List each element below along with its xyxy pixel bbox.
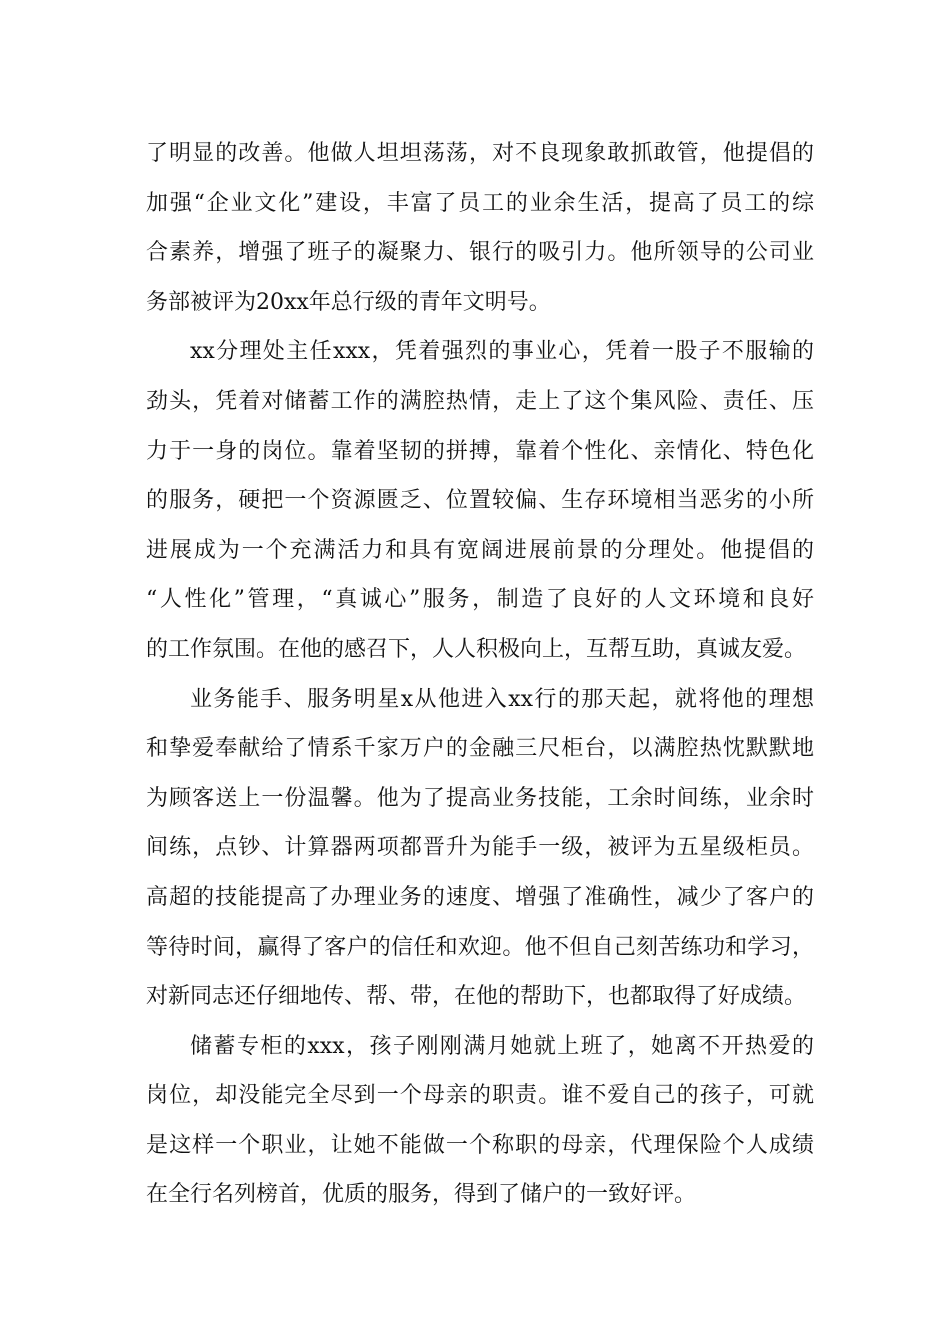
text-line: 是这样一个职业，让她不能做一个称职的母亲，代理保险个人成绩 [146,1132,814,1158]
text-line: 务部被评为20xx年总行级的青年文明号。 [146,289,551,315]
paragraph-1 [146,129,814,327]
document-body [146,129,814,1220]
paragraph-3 [146,675,814,1022]
text-line: 了明显的改善。他做人坦坦荡荡，对不良现象敢抓敢管，他提倡的 [146,141,814,166]
text-line: 进展成为一个充满活力和具有宽阔进展前景的分理处。他提倡的 [146,537,814,563]
text-line: 的工作氛围。在他的感召下，人人积极向上，互帮互助，真诚友爱。 [146,636,807,662]
text-line: 对新同志还仔细地传、帮、带，在他的帮助下，也都取得了好成绩。 [146,984,807,1010]
text-line: 合素养，增强了班子的凝聚力、银行的吸引力。他所领导的公司业 [146,240,814,266]
text-line: 储蓄专柜的xxx，孩子刚刚满月她就上班了，她离不开热爱的 [190,1033,814,1059]
text-line: 高超的技能提高了办理业务的速度、增强了准确性，减少了客户的 [146,884,814,910]
text-line: 为顾客送上一份温馨。他为了提高业务技能，工余时间练，业余时 [146,785,814,811]
text-line: 等待时间，赢得了客户的信任和欢迎。他不但自己刻苦练功和学习， [146,934,814,960]
text-line: 业务能手、服务明星x从他进入xx行的那天起，就将他的理想 [190,686,814,712]
text-line: 和挚爱奉献给了情系千家万户的金融三尺柜台，以满腔热忱默默地 [146,736,814,762]
text-line: 间练，点钞、计算器两项都晋升为能手一级，被评为五星级柜员。 [146,835,814,861]
text-line: 在全行名列榜首，优质的服务，得到了储户的一致好评。 [146,1182,697,1208]
paragraph-2 [146,327,814,674]
text-line: 加强“企业文化”建设，丰富了员工的业余生活，提高了员工的综 [146,190,814,216]
text-line: 力于一身的岗位。靠着坚韧的拼搏，靠着个性化、亲情化、特色化 [146,438,814,464]
paragraph-4 [146,1022,814,1220]
text-line: 岗位，却没能完全尽到一个母亲的职责。谁不爱自己的孩子，可就 [146,1083,814,1109]
text-line: xx分理处主任xxx，凭着强烈的事业心，凭着一股子不服输的 [190,339,814,365]
text-line: 劲头，凭着对储蓄工作的满腔热情，走上了这个集风险、责任、压 [146,388,814,414]
text-line: 的服务，硬把一个资源匮乏、位置较偏、生存环境相当恶劣的小所 [146,488,814,514]
text-line: “人性化”管理，“真诚心”服务，制造了良好的人文环境和良好 [146,587,814,613]
